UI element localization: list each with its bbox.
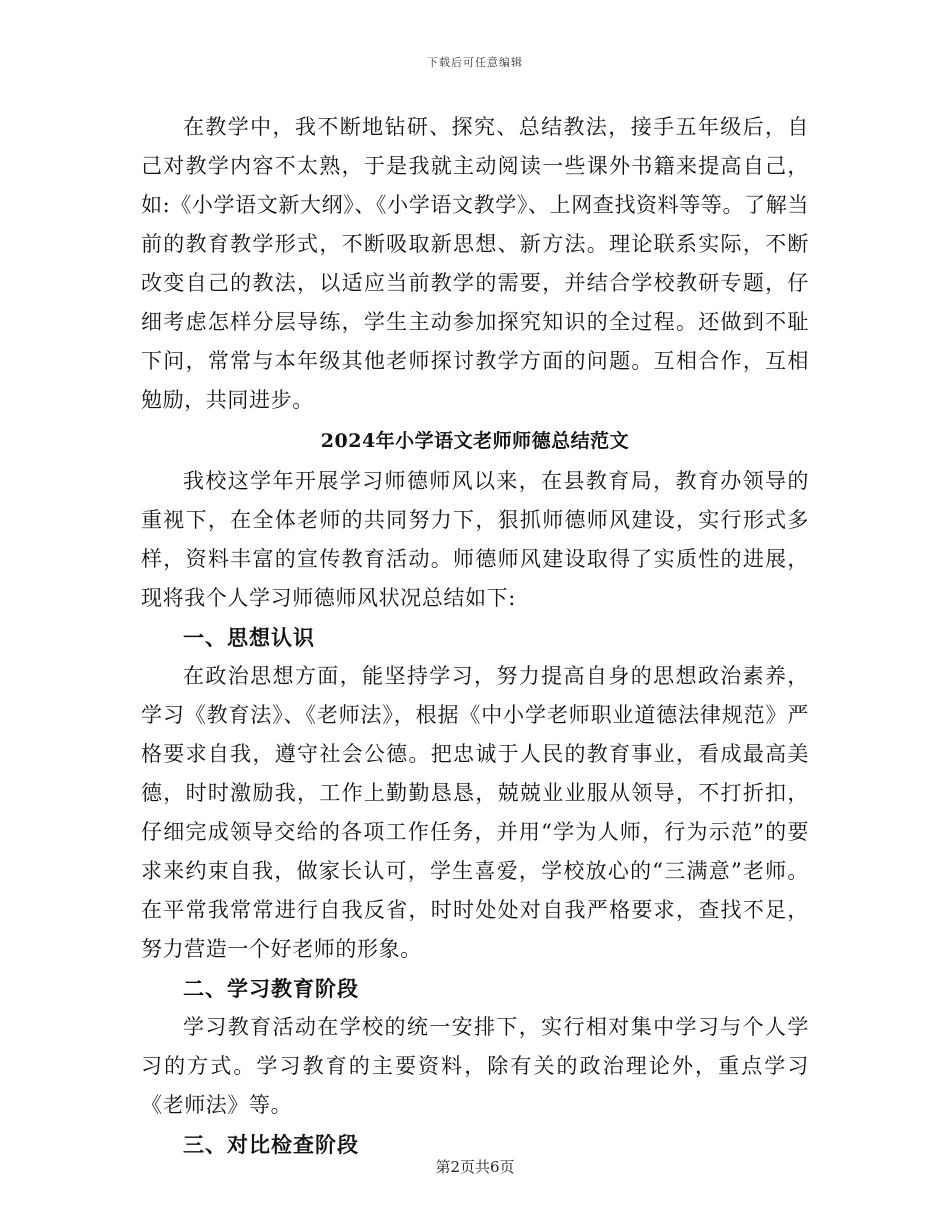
document-body: [141, 108, 809, 1164]
section-paragraph-thought: 在政治思想方面，能坚持学习，努力提高自身的思想政治素养，学习《教育法》、《老师法》，根据《中小学老师职业道德法律规范》严格要求自我，遵守社会公德。把忠诚于人民的教育事业，看成最高美德，时时激励我，工作上勤勤恳恳，兢兢业业服从领导，不打折扣，仔细完成领导交给的各项工作任务，并用“学为人师，行为示范”的要求来约束自我，做家长认可，学生喜爱，学校放心的“三满意”老师。在平常我常常进行自我反省，时时处处对自我严格要求，查找不足，努力营造一个好老师的形象。: [141, 664, 809, 961]
section-heading-review: 三、对比检查阶段: [183, 1132, 359, 1157]
opening-paragraph: 我校这学年开展学习师德师风以来，在县教育局，教育办领导的重视下，在全体老师的共同努力下，狠抓师德师风建设，实行形式多样，资料丰富的宣传教育活动。师德师风建设取得了实质性的进展，现将我个人学习师德师风状况总结如下:: [141, 469, 809, 610]
section-heading-study: 二、学习教育阶段: [183, 976, 359, 1001]
section-heading-thought: 一、思想认识: [183, 625, 315, 650]
page-number: 第2页共6页: [435, 1158, 515, 1176]
section-paragraph-study: 学习教育活动在学校的统一安排下，实行相对集中学习与个人学习的方式。学习教育的主要资料，除有关的政治理论外，重点学习《老师法》等。: [141, 1015, 809, 1117]
intro-paragraph: 在教学中，我不断地钻研、探究、总结教法，接手五年级后，自己对教学内容不太熟，于是我就主动阅读一些课外书籍来提高自己，如:《小学语文新大纲》、《小学语文教学》、上网查找资料等等。了解当前的教育教学形式，不断吸取新思想、新方法。理论联系实际，不断改变自己的教法，以适应当前教学的需要，并结合学校教研专题，仔细考虑怎样分层导练，学生主动参加探究知识的全过程。还做到不耻下问，常常与本年级其他老师探讨教学方面的问题。互相合作，互相勉励，共同进步。: [141, 115, 809, 412]
page-header: 下载后可任意编辑: [427, 56, 523, 69]
document-title: 2024年小学语文老师师德总结范文: [320, 430, 630, 452]
